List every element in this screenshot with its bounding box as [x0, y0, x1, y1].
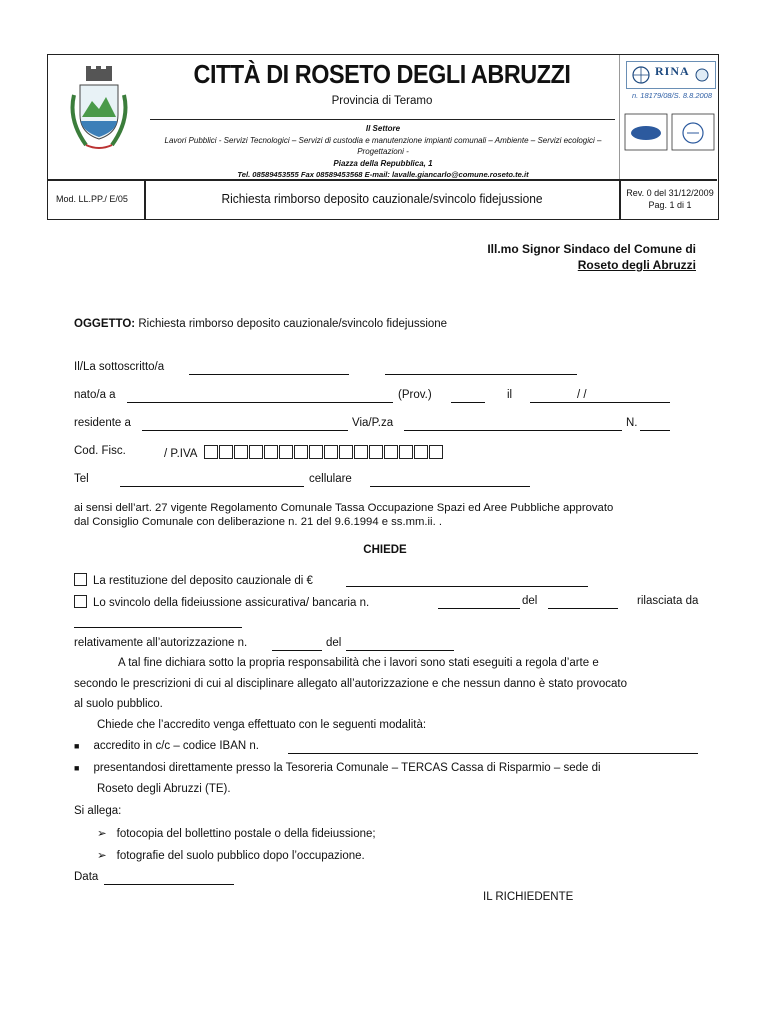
mobile-field[interactable] [370, 486, 530, 487]
payment-intro: Chiede che l’accredito venga effettuato con le seguenti modalità: [97, 719, 427, 731]
phone-label: Tel [74, 473, 89, 485]
bullet-icon: ■ [74, 763, 80, 773]
certiquality-logos [624, 113, 716, 151]
city-title: CITTÀ DI ROSETO DEGLI ABRUZZI [193, 59, 571, 89]
date-label: Data [74, 871, 99, 883]
attachments-label: Si allega: [74, 805, 122, 817]
rina-globe-icon [631, 65, 651, 85]
vat-digit-box[interactable] [309, 445, 323, 459]
attachment-2-label: fotografie del suolo pubblico dopo l’occupazione. [116, 850, 365, 862]
vat-digit-box[interactable] [249, 445, 263, 459]
revision-info [620, 187, 720, 211]
iban-label: accredito in c/c – codice IBAN n. [93, 740, 259, 752]
vat-digit-box[interactable] [234, 445, 248, 459]
option-guarantee [74, 595, 369, 609]
certification-panel [620, 55, 720, 179]
guarantee-del-label: del [522, 595, 538, 607]
vat-digit-box[interactable] [369, 445, 383, 459]
revision-label: Rev. 0 del 31/12/2009 [626, 188, 714, 198]
deposit-checkbox[interactable] [74, 573, 87, 586]
vat-boxes[interactable] [204, 448, 444, 460]
born-in-label: nato/a a [74, 389, 116, 401]
phone-field[interactable] [120, 486, 304, 487]
vat-digit-box[interactable] [219, 445, 233, 459]
province-label: Provincia di Teramo [331, 95, 433, 107]
vat-digit-box[interactable] [339, 445, 353, 459]
subject-line [74, 318, 447, 330]
sector-description: Lavori Pubblici - Servizi Tecnologici – Servizi di custodia e manutenzione impianti comunali – Ambiente – Servizi ecologici – Progettazioni - [164, 135, 602, 156]
vat-digit-box[interactable] [294, 445, 308, 459]
authorization-date-field[interactable] [346, 650, 454, 651]
declaration-line-2: secondo le prescrizioni di cui al disciplinare allegato all’autorizzazione e che nessun danno è stato provocato [74, 678, 627, 690]
guarantee-checkbox[interactable] [74, 595, 87, 608]
certification-number: n. 18179/08/S. 8.8.2008 [631, 91, 713, 100]
arrow-bullet-icon: ➢ [97, 828, 107, 840]
date-separators: / / [577, 389, 587, 401]
authorization-del-label: del [326, 637, 342, 649]
birth-date-field[interactable] [530, 402, 670, 403]
rina-logo [626, 61, 716, 89]
attachment-item [97, 826, 376, 840]
vat-digit-box[interactable] [204, 445, 218, 459]
bullet-icon: ■ [74, 741, 80, 751]
request-heading: CHIEDE [363, 544, 407, 556]
number-field[interactable] [640, 430, 670, 431]
residence-field[interactable] [142, 430, 348, 431]
vat-digit-box[interactable] [414, 445, 428, 459]
legal-basis-line-2: dal Consiglio Comunale con deliberazione n. 21 del 9.6.1994 e ss.mm.ii. . [74, 516, 442, 528]
sector-address: Piazza della Repubblica, 1 [333, 158, 433, 168]
street-label: Via/P.za [352, 417, 394, 429]
guarantee-number-field[interactable] [438, 608, 520, 609]
date-il-label: il [507, 389, 513, 401]
declaration-line-3: al suolo pubblico. [74, 698, 163, 710]
undersigned-field-2[interactable] [385, 374, 577, 375]
undersigned-label: Il/La sottoscritto/a [74, 361, 165, 373]
option-deposit [74, 573, 313, 587]
deposit-label: La restituzione del deposito cauzionale di € [93, 575, 313, 587]
subject-label: OGGETTO: [74, 318, 136, 330]
vat-digit-box[interactable] [399, 445, 413, 459]
prov-label: (Prov.) [398, 389, 432, 401]
arrow-bullet-icon: ➢ [97, 850, 107, 862]
subject-text: Richiesta rimborso deposito cauzionale/svincolo fidejussione [138, 318, 448, 330]
certification-seal-icon [695, 68, 709, 82]
attachment-1-label: fotocopia del bollettino postale o della fideiussione; [116, 828, 376, 840]
module-code: Mod. LL.PP./ E/05 [56, 194, 128, 204]
vat-label [164, 445, 444, 460]
attachment-item [97, 848, 365, 862]
prov-field[interactable] [451, 402, 485, 403]
street-field[interactable] [404, 430, 622, 431]
rina-brand: RINA [655, 64, 690, 78]
applicant-signature-label: IL RICHIEDENTE [483, 891, 574, 903]
sector-contacts: Tel. 08589453555 Fax 08589453568 E-mail: lavalle.giancarlo@comune.roseto.te.it [237, 170, 529, 179]
module-title: Richiesta rimborso deposito cauzionale/svincolo fidejussione [221, 191, 543, 206]
vat-digit-box[interactable] [264, 445, 278, 459]
legal-basis-line-1: ai sensi dell’art. 27 vigente Regolamento Comunale Tassa Occupazione Spazi ed Aree Pubbliche approvato [74, 502, 614, 514]
page-label: Pag. 1 di 1 [648, 200, 692, 210]
mobile-label: cellulare [309, 473, 352, 485]
number-label: N. [626, 417, 638, 429]
authorization-number-field[interactable] [272, 650, 322, 651]
module-row [48, 179, 720, 219]
payment-option-iban [74, 740, 259, 752]
sector-info [158, 123, 608, 181]
declaration-line-1: A tal fine dichiara sotto la propria responsabilità che i lavori sono stati eseguiti a regola d’arte e [118, 657, 599, 669]
vat-digit-box[interactable] [354, 445, 368, 459]
date-field[interactable] [104, 884, 234, 885]
issued-by-field[interactable] [74, 627, 242, 628]
coat-of-arms-icon [66, 65, 132, 155]
vat-digit-box[interactable] [429, 445, 443, 459]
vat-digit-box[interactable] [324, 445, 338, 459]
vat-digit-box[interactable] [384, 445, 398, 459]
vat-label-text: / P.IVA [164, 448, 197, 460]
treasury-location: Roseto degli Abruzzi (TE). [97, 783, 231, 795]
document-header [47, 54, 719, 220]
recipient-line-1: Ill.mo Signor Sindaco del Comune di [487, 242, 696, 256]
vat-digit-box[interactable] [279, 445, 293, 459]
deposit-amount-field[interactable] [346, 586, 588, 587]
iban-field[interactable] [288, 753, 698, 754]
residence-label: residente a [74, 417, 131, 429]
payment-option-treasury [74, 762, 601, 774]
authorization-label: relativamente all’autorizzazione n. [74, 637, 248, 649]
sector-title: Il Settore [365, 124, 401, 133]
guarantee-date-field[interactable] [548, 608, 618, 609]
guarantee-label: Lo svincolo della fideiussione assicurativa/ bancaria n. [93, 597, 370, 609]
issued-by-label: rilasciata da [637, 595, 699, 607]
recipient-line-2: Roseto degli Abruzzi [577, 258, 696, 272]
fiscal-code-label: Cod. Fisc. [74, 445, 126, 457]
born-in-field[interactable] [127, 402, 393, 403]
undersigned-field-1[interactable] [189, 374, 349, 375]
treasury-label: presentandosi direttamente presso la Tesoreria Comunale – TERCAS Cassa di Risparmio – sede di [93, 762, 601, 774]
